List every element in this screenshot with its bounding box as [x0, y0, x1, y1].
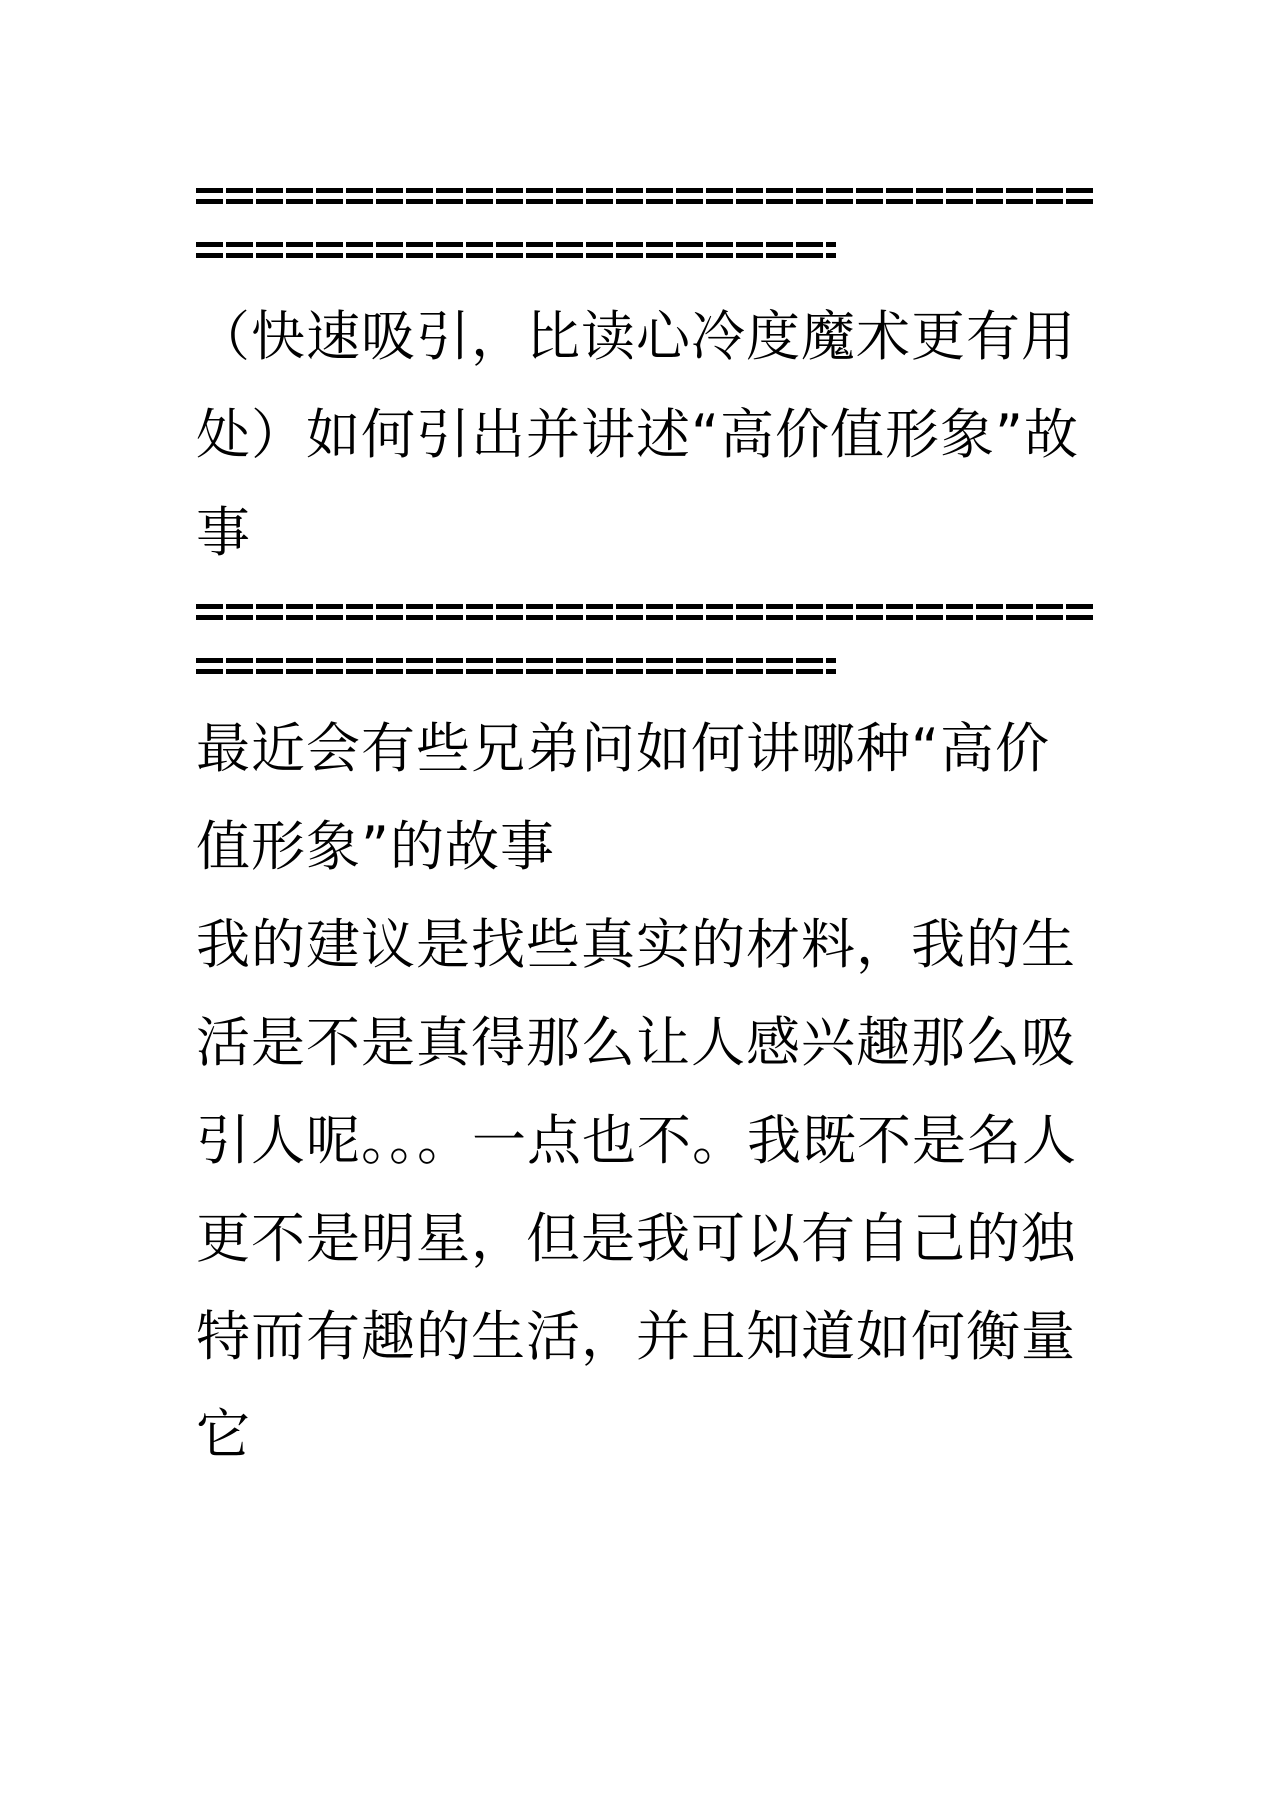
separator-rule-top-1 — [196, 170, 1096, 224]
separator-rule-top-2 — [196, 224, 1096, 278]
document-title: （快速吸引，比读心冷度魔术更有用处）如何引出并讲述“高价值形象”故事 — [196, 305, 1079, 564]
paragraph-2: 我的建议是找些真实的材料，我的生活是不是真得那么让人感兴趣那么吸引人呢。。。一点也不。我既不是名人更不是明星，但是我可以有自己的独特而有趣的生活，并且知道如何衡量它 — [196, 913, 1077, 1466]
paragraph-1: 最近会有些兄弟问如何讲哪种“高价值形象”的故事 — [196, 717, 1050, 878]
document-content — [196, 170, 1096, 1484]
separator-rule-bottom-2 — [196, 640, 1096, 694]
separator-rule-bottom-1 — [196, 586, 1096, 640]
